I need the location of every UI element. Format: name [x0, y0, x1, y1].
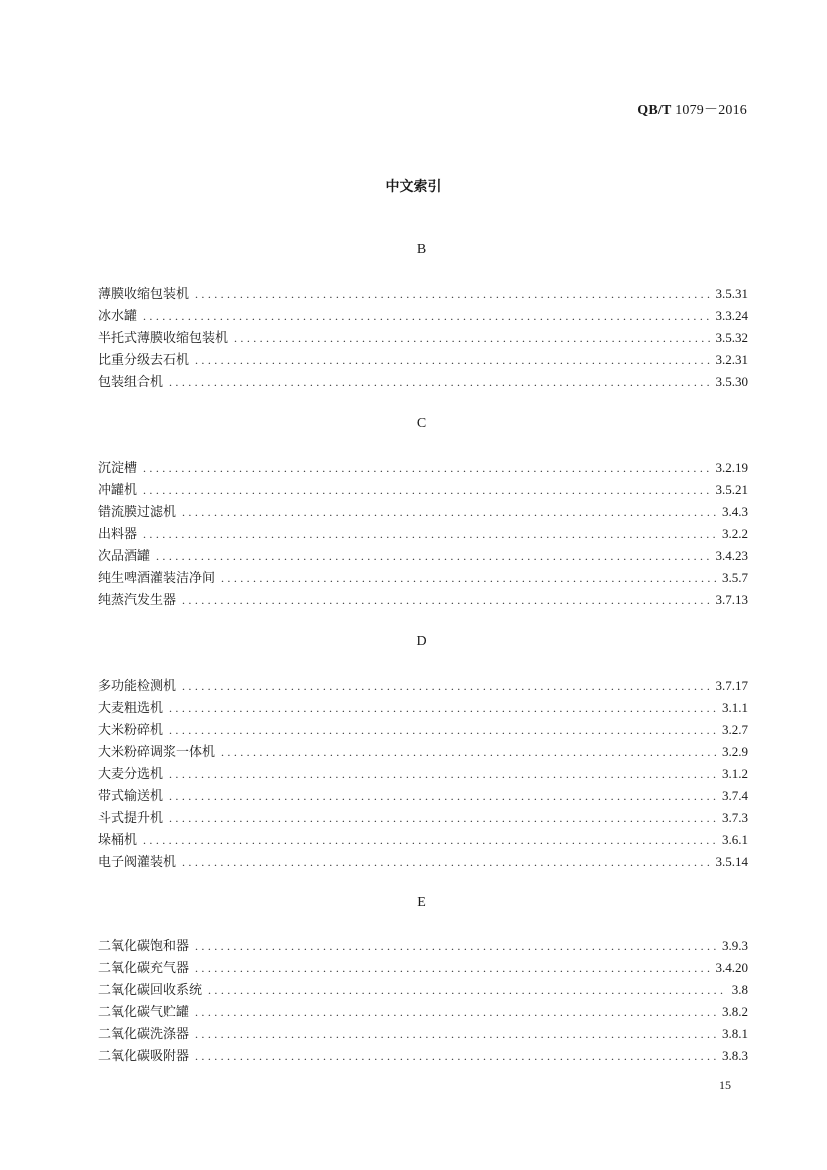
- entry-term: 二氧化碳气贮罐: [98, 1005, 190, 1020]
- dot-leader: [234, 327, 709, 349]
- entry-number: 3.8.1: [722, 1026, 748, 1041]
- dot-leader: [169, 763, 716, 785]
- entry-term: 斗式提升机: [98, 811, 164, 826]
- entry-number: 3.5.30: [715, 374, 748, 389]
- index-entry: [98, 763, 748, 785]
- entry-term: 错流膜过滤机: [98, 505, 177, 520]
- index-entry: [98, 501, 748, 523]
- dot-leader: [182, 851, 709, 873]
- entry-term: 大麦分选机: [98, 767, 164, 782]
- entry-term: 二氧化碳回收系统: [98, 983, 203, 998]
- index-entry: [98, 589, 748, 611]
- entry-term: 大米粉碎调浆一体机: [98, 745, 216, 760]
- entry-number: 3.7.4: [722, 788, 748, 803]
- entry-number: 3.6.1: [722, 832, 748, 847]
- entry-term: 冲罐机: [98, 483, 138, 498]
- entry-number: 3.1.1: [722, 700, 748, 715]
- dot-leader: [182, 589, 709, 611]
- entry-number: 3.4.3: [722, 504, 748, 519]
- section-e-entries: [98, 935, 748, 1067]
- index-entry: [98, 305, 748, 327]
- entry-number: 3.9.3: [722, 938, 748, 953]
- dot-leader: [195, 1045, 716, 1067]
- entry-number: 3.8.3: [722, 1048, 748, 1063]
- entry-number: 3.2.9: [722, 744, 748, 759]
- entry-term: 二氧化碳洗涤器: [98, 1027, 190, 1042]
- standard-code-number: 1079－2016: [671, 103, 747, 118]
- entry-number: 3.3.24: [715, 308, 748, 323]
- index-entry: [98, 327, 748, 349]
- dot-leader: [195, 349, 709, 371]
- dot-leader: [169, 785, 716, 807]
- dot-leader: [221, 741, 716, 763]
- section-letter-c: C: [416, 416, 427, 431]
- dot-leader: [195, 935, 716, 957]
- dot-leader: [156, 545, 709, 567]
- index-entry: [98, 371, 748, 393]
- entry-number: 3.7.17: [715, 678, 748, 693]
- dot-leader: [195, 1001, 716, 1023]
- entry-term: 大麦粗选机: [98, 701, 164, 716]
- index-entry: [98, 1001, 748, 1023]
- dot-leader: [169, 719, 716, 741]
- entry-number: 3.5.31: [715, 286, 748, 301]
- index-entry: [98, 675, 748, 697]
- section-d-entries: [98, 675, 748, 873]
- dot-leader: [195, 283, 709, 305]
- dot-leader: [195, 1023, 716, 1045]
- entry-number: 3.5.32: [715, 330, 748, 345]
- index-entry: [98, 479, 748, 501]
- index-entry: [98, 979, 748, 1001]
- entry-number: 3.2.31: [715, 352, 748, 367]
- dot-leader: [143, 457, 709, 479]
- dot-leader: [169, 697, 716, 719]
- entry-number: 3.5.7: [722, 570, 748, 585]
- entry-term: 次品酒罐: [98, 549, 151, 564]
- entry-term: 二氧化碳吸附器: [98, 1049, 190, 1064]
- index-entry: [98, 807, 748, 829]
- index-entry: [98, 957, 748, 979]
- entry-number: 3.2.19: [715, 460, 748, 475]
- entry-term: 沉淀槽: [98, 461, 138, 476]
- standard-code-prefix: QB/T: [637, 103, 672, 118]
- entry-term: 出料器: [98, 527, 138, 542]
- section-letter-b: B: [416, 242, 427, 257]
- section-b-entries: [98, 283, 748, 393]
- entry-number: 3.5.21: [715, 482, 748, 497]
- index-entry: [98, 349, 748, 371]
- index-entry: [98, 697, 748, 719]
- entry-term: 纯生啤酒灌装洁净间: [98, 571, 216, 586]
- entry-term: 带式输送机: [98, 789, 164, 804]
- entry-number: 3.1.2: [722, 766, 748, 781]
- index-entry: [98, 785, 748, 807]
- page-number: 15: [719, 1078, 731, 1092]
- entry-term: 垛桶机: [98, 833, 138, 848]
- entry-number: 3.4.23: [715, 548, 748, 563]
- dot-leader: [143, 305, 709, 327]
- index-entry: [98, 567, 748, 589]
- entry-term: 二氧化碳充气器: [98, 961, 190, 976]
- entry-term: 冰水罐: [98, 309, 138, 324]
- entry-number: 3.4.20: [715, 960, 748, 975]
- entry-term: 薄膜收缩包装机: [98, 287, 190, 302]
- section-letter-e: E: [417, 895, 426, 910]
- entry-number: 3.8: [731, 982, 748, 997]
- index-entry: [98, 1045, 748, 1067]
- page-title: 中文索引: [385, 179, 442, 195]
- section-letter-d: D: [416, 634, 427, 649]
- entry-term: 比重分级去石机: [98, 353, 190, 368]
- dot-leader: [169, 371, 709, 393]
- entry-term: 半托式薄膜收缩包装机: [98, 331, 229, 346]
- index-entry: [98, 545, 748, 567]
- entry-term: 电子阀灌装机: [98, 855, 177, 870]
- entry-term: 纯蒸汽发生器: [98, 593, 177, 608]
- dot-leader: [143, 479, 709, 501]
- index-entry: [98, 851, 748, 873]
- entry-term: 二氧化碳饱和器: [98, 939, 190, 954]
- entry-number: 3.7.3: [722, 810, 748, 825]
- entry-term: 包装组合机: [98, 375, 164, 390]
- section-c-entries: [98, 457, 748, 611]
- dot-leader: [143, 523, 716, 545]
- index-entry: [98, 935, 748, 957]
- entry-number: 3.7.13: [715, 592, 748, 607]
- entry-number: 3.2.2: [722, 526, 748, 541]
- index-entry: [98, 719, 748, 741]
- dot-leader: [182, 675, 709, 697]
- index-entry: [98, 741, 748, 763]
- dot-leader: [208, 979, 726, 1001]
- dot-leader: [182, 501, 716, 523]
- dot-leader: [195, 957, 709, 979]
- entry-term: 多功能检测机: [98, 679, 177, 694]
- dot-leader: [169, 807, 716, 829]
- index-entry: [98, 523, 748, 545]
- index-entry: [98, 829, 748, 851]
- index-entry: [98, 1023, 748, 1045]
- dot-leader: [221, 567, 716, 589]
- entry-number: 3.2.7: [722, 722, 748, 737]
- entry-term: 大米粉碎机: [98, 723, 164, 738]
- entry-number: 3.5.14: [715, 854, 748, 869]
- dot-leader: [143, 829, 716, 851]
- index-entry: [98, 283, 748, 305]
- index-entry: [98, 457, 748, 479]
- standard-code: [637, 99, 747, 119]
- entry-number: 3.8.2: [722, 1004, 748, 1019]
